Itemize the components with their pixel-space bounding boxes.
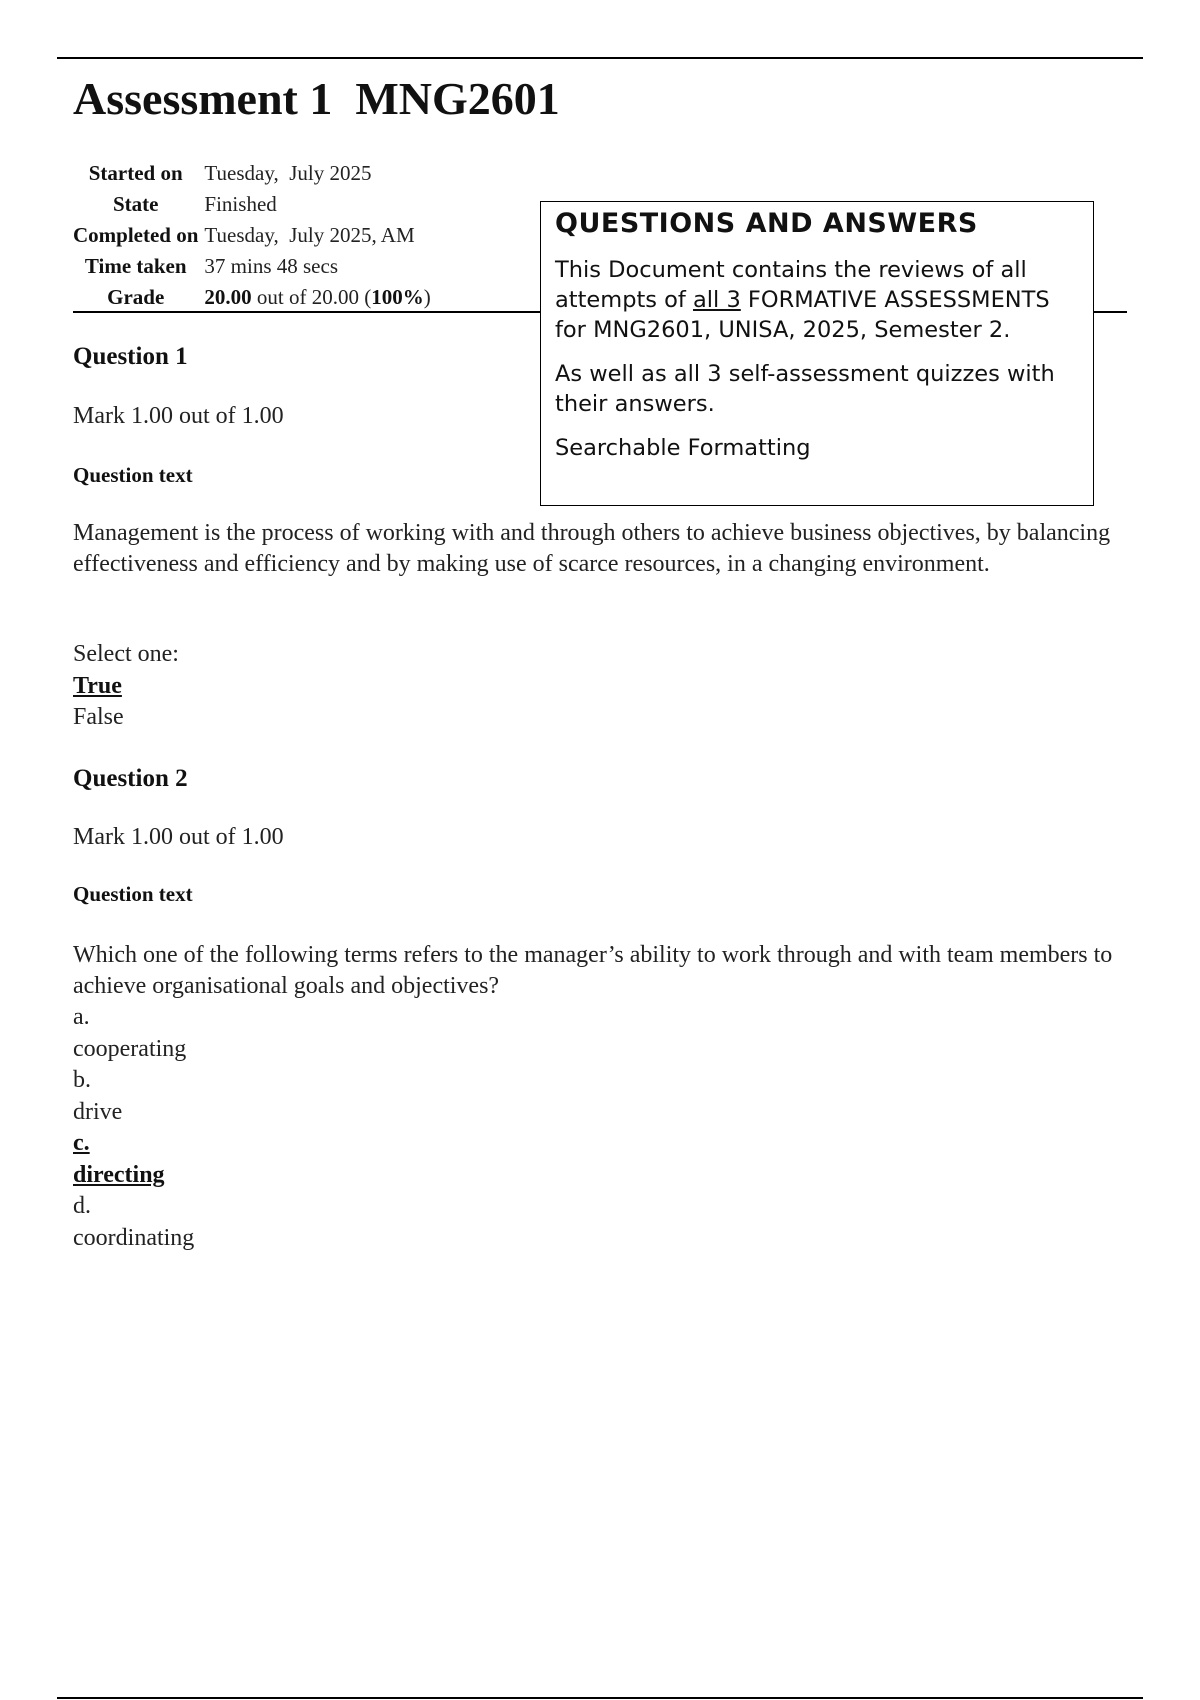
callout-description-end: FORMATIVE ASSESSMENTS for MNG2601, UNISA, 2025, Semester 2. bbox=[555, 287, 1050, 344]
bottom-rule bbox=[57, 1697, 1143, 1699]
summary-row-completed bbox=[73, 220, 431, 251]
question-2-body bbox=[73, 940, 1133, 1254]
grade-close: ) bbox=[423, 285, 431, 309]
question-2-option-a-letter: a. bbox=[73, 1004, 90, 1030]
state-label: State bbox=[112, 192, 159, 216]
top-rule bbox=[57, 57, 1143, 59]
question-2-option-a[interactable]: cooperating bbox=[73, 1035, 187, 1062]
question-2-label-block bbox=[73, 882, 1133, 907]
callout-description-start: This Document contains the reviews of all attempts of bbox=[555, 257, 1027, 314]
question-1-option-true[interactable]: True bbox=[73, 672, 122, 699]
grade-value bbox=[204, 282, 430, 313]
time-taken-value: 37 mins 48 secs bbox=[204, 254, 338, 278]
question-1-mark-block bbox=[73, 402, 1133, 431]
summary-row-state bbox=[73, 189, 431, 220]
question-1-mark: Mark 1.00 out of 1.00 bbox=[73, 403, 284, 429]
question-2-text: Which one of the following terms refers to the manager’s ability to work through and with team members to achieve organisational goals and objectives? bbox=[73, 942, 1113, 999]
question-1-answer-block bbox=[73, 639, 1133, 734]
time-taken-label: Time taken bbox=[84, 254, 187, 278]
page-title: Assessment 1 MNG2601 bbox=[73, 73, 560, 124]
summary-row-grade bbox=[73, 282, 431, 313]
state-value: Finished bbox=[204, 192, 277, 216]
callout-quizzes-note: As well as all 3 self-assessment quizzes with their answers. bbox=[555, 361, 1055, 418]
grade-score: 20.00 bbox=[204, 285, 252, 309]
question-2-option-c-letter: c. bbox=[73, 1130, 90, 1156]
grade-out-of: out of 20.00 ( bbox=[251, 285, 372, 309]
question-2-option-b[interactable]: drive bbox=[73, 1098, 123, 1125]
question-1-label-block bbox=[73, 463, 1133, 488]
question-1-body bbox=[73, 518, 1133, 580]
question-1-heading: Question 1 bbox=[73, 343, 188, 370]
question-2-option-b-letter: b. bbox=[73, 1067, 91, 1093]
started-on-value: Tuesday, July 2025 bbox=[204, 161, 372, 185]
callout-format-note: Searchable Formatting bbox=[555, 435, 811, 462]
question-2-mark-block bbox=[73, 823, 1133, 852]
question-2-mark: Mark 1.00 out of 1.00 bbox=[73, 824, 284, 850]
grade-label: Grade bbox=[107, 285, 165, 309]
completed-on-label: Completed on bbox=[73, 223, 199, 247]
grade-percent: 100% bbox=[371, 285, 424, 309]
question-1-text-label: Question text bbox=[73, 463, 193, 487]
summary-row-started bbox=[73, 158, 431, 189]
question-1-option-false[interactable]: False bbox=[73, 704, 124, 730]
callout-heading: QUESTIONS AND ANSWERS bbox=[555, 208, 978, 239]
completed-on-value: Tuesday, July 2025, AM bbox=[204, 223, 415, 247]
question-2-text-label: Question text bbox=[73, 882, 193, 906]
question-2-option-d[interactable]: coordinating bbox=[73, 1224, 195, 1251]
question-1 bbox=[73, 342, 1133, 372]
question-1-text: Management is the process of working with and through others to achieve business objectives, by balancing effectiveness and efficiency and by making use of scarce resources, in a changing environment. bbox=[73, 520, 1111, 577]
question-2-heading: Question 2 bbox=[73, 765, 188, 792]
attempt-summary-table bbox=[73, 158, 431, 313]
question-2 bbox=[73, 764, 1133, 794]
summary-row-time bbox=[73, 251, 431, 282]
callout-description-emphasis: all 3 bbox=[693, 287, 741, 314]
callout-description bbox=[555, 255, 1079, 345]
started-on-label: Started on bbox=[88, 161, 183, 185]
question-2-option-c[interactable]: directing bbox=[73, 1161, 165, 1188]
question-2-option-d-letter: d. bbox=[73, 1193, 91, 1219]
question-1-prompt: Select one: bbox=[73, 641, 179, 667]
